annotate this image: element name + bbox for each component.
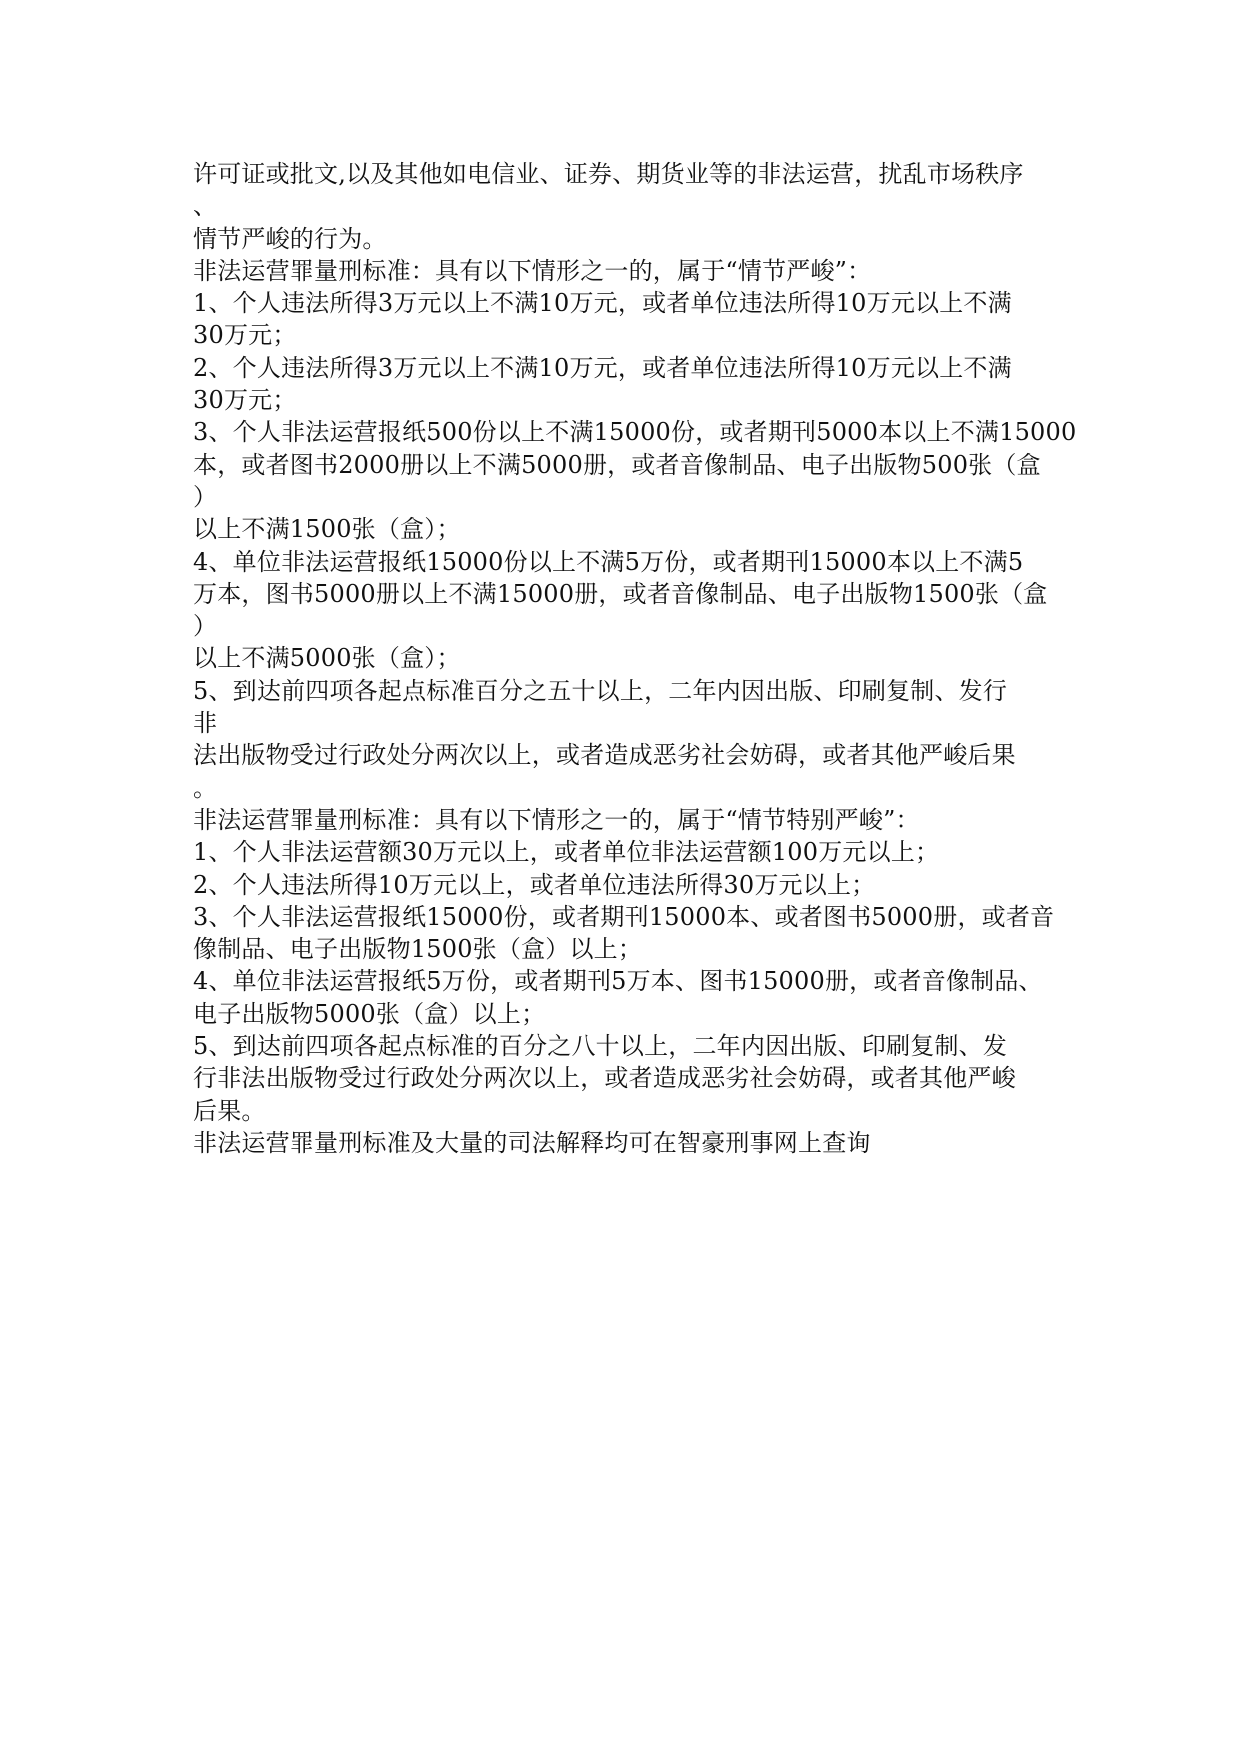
text-line: 本，或者图书2000册以上不满5000册，或者音像制品、电子出版物500张（盒 [193,450,1041,479]
text-line: 3、个人非法运营报纸500份以上不满15000份，或者期刊5000本以上不满15000 [193,418,1077,447]
text-line: 后果。 [193,1096,266,1125]
text-line: 许可证或批文,以及其他如电信业、证券、期货业等的非法运营，扰乱市场秩序 [193,160,1024,188]
text-line: 非法运营罪量刑标准：具有以下情形之一的，属于“情节特别严峻”： [193,805,920,834]
text-line: ） [193,612,218,641]
text-line: 30万元； [193,321,297,350]
text-line: 、 [193,192,218,221]
text-line: 4、单位非法运营报纸15000份以上不满5万份，或者期刊15000本以上不满5 [193,547,1024,576]
text-line: 30万元； [193,386,297,415]
text-line: 3、个人非法运营报纸15000份，或者期刊15000本、或者图书5000册，或者音 [193,902,1055,931]
text-line: 非 [193,709,218,738]
text-line: 。 [193,773,218,802]
document-body [193,158,1077,1159]
text-line: 行非法出版物受过行政处分两次以上，或者造成恶劣社会妨碍，或者其他严峻 [193,1064,1016,1093]
text-line: 以上不满1500张（盒）； [193,515,461,544]
text-line: 万本，图书5000册以上不满15000册，或者音像制品、电子出版物1500张（盒 [193,579,1048,608]
text-line: 4、单位非法运营报纸5万份，或者期刊5万本、图书15000册，或者音像制品、 [193,967,1043,996]
text-line: 法出版物受过行政处分两次以上，或者造成恶劣社会妨碍，或者其他严峻后果 [193,741,1016,770]
text-line: 1、个人非法运营额30万元以上，或者单位非法运营额100万元以上； [193,838,940,867]
text-line: 非法运营罪量刑标准：具有以下情形之一的，属于“情节严峻”： [193,256,872,285]
text-line: 5、到达前四项各起点标准的百分之八十以上，二年内因出版、印刷复制、发 [193,1032,1008,1061]
text-line: 2、个人违法所得3万元以上不满10万元，或者单位违法所得10万元以上不满 [193,353,1012,382]
text-line: 像制品、电子出版物1500张（盒）以上； [193,935,643,964]
text-line: 情节严峻的行为。 [193,224,387,253]
text-line: ） [193,482,218,511]
text-line: 2、个人违法所得10万元以上，或者单位违法所得30万元以上； [193,870,876,899]
text-line: 1、个人违法所得3万元以上不满10万元，或者单位违法所得10万元以上不满 [193,289,1012,318]
text-line: 非法运营罪量刑标准及大量的司法解释均可在智豪刑事网上查询 [193,1128,871,1157]
text-line: 5、到达前四项各起点标准百分之五十以上，二年内因出版、印刷复制、发行 [193,676,1008,705]
text-line: 电子出版物5000张（盒）以上； [193,999,546,1028]
text-line: 以上不满5000张（盒）； [193,644,461,673]
